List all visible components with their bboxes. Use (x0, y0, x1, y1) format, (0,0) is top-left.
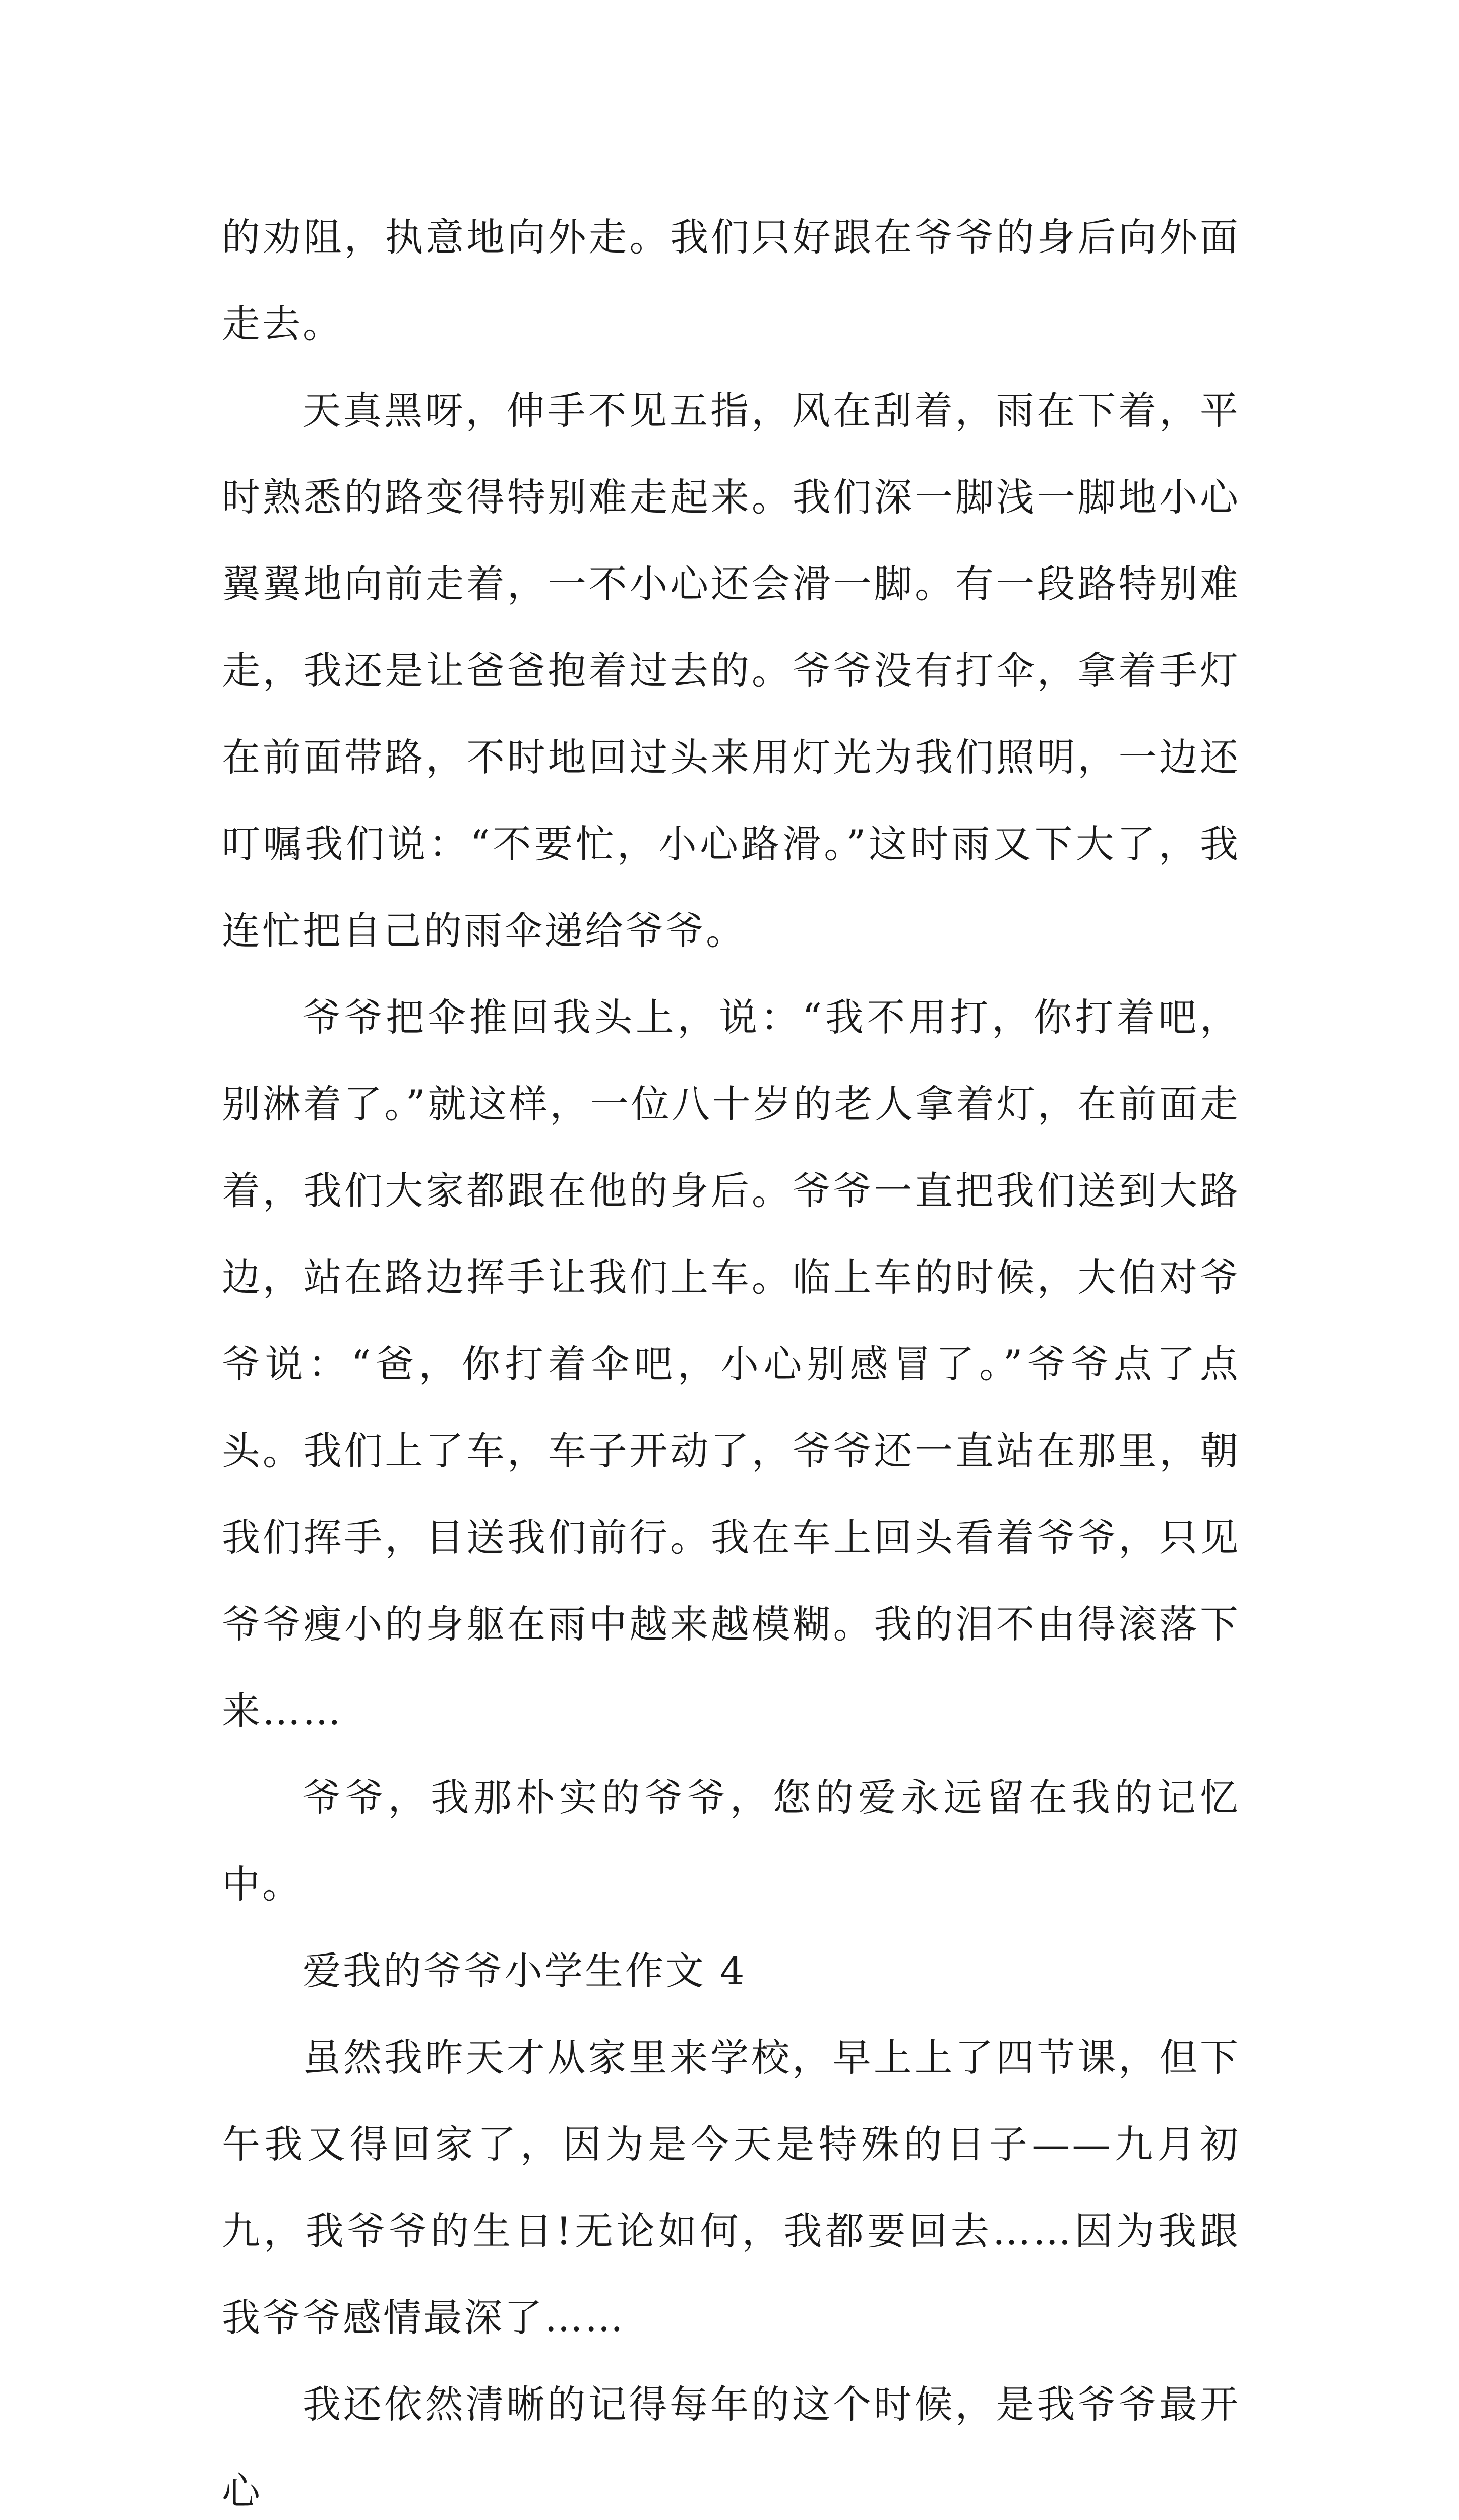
paragraph-remember: 我还依然清晰的记得每年的这个时候，是我爷爷最开心 (222, 2382, 1240, 2513)
paragraph-birthday: 虽然我昨天才从家里来学校，早上上了四节课，但下午我又得回家了，因为是今天是特殊的日子——九月初九，我爷爷的生日!无论如何，我都要回去……因为我跟我爷爷感情最深了…… (222, 2035, 1240, 2340)
paragraph-umbrella: 爷爷把伞推回我头上，说：“我不用打，你打着吧，别淋着了。”就这样，一位八十岁的老人拿着灯，在前面走着，我们大家都跟在他的身后。爷爷一直把我们送到大路边，站在路边挥手让我们上车。临上车的时候，大伯对爷爷说：“爸，你打着伞吧，小心别感冒了。”爷爷点了点头。我们上了车，车子开动了，爷爷还一直站在那里，朝我们挥手，目送我们前行。我在车上回头看着爷爷，只见爷爷瘦小的身躯在雨中越来越模糊。我的泪不由得滚落下来…… (222, 995, 1240, 1733)
paragraph-dark-road: 天真黑呀，伸手不见五指，风在刮着，雨在下着，平时熟悉的路变得特别难走起来。我们深一脚浅一脚地小心翼翼地向前走着，一不小心还会滑一脚。有一段路特别难走，我还是让爸爸抱着过去的。爷爷没有打伞，拿着手灯在前面带路，不时地回过头来用灯光为我们照明，一边还叮嘱我们说：“不要忙，小心路滑。”这时雨又下大了，我连忙把自己的雨伞递给爷爷。 (222, 388, 1240, 953)
paragraph-memory: 爷爷，我那朴实的爷爷，您的爱永远留在我的记忆中。 (222, 1775, 1240, 1907)
document-body (222, 194, 1240, 2520)
essay-heading: 爱我的爷爷小学生作文 4 (302, 1948, 747, 1993)
paragraph-continuation: 的劝阻，执意地向外走。我们只好跟在爷爷的身后向外面走去。 (222, 215, 1240, 346)
